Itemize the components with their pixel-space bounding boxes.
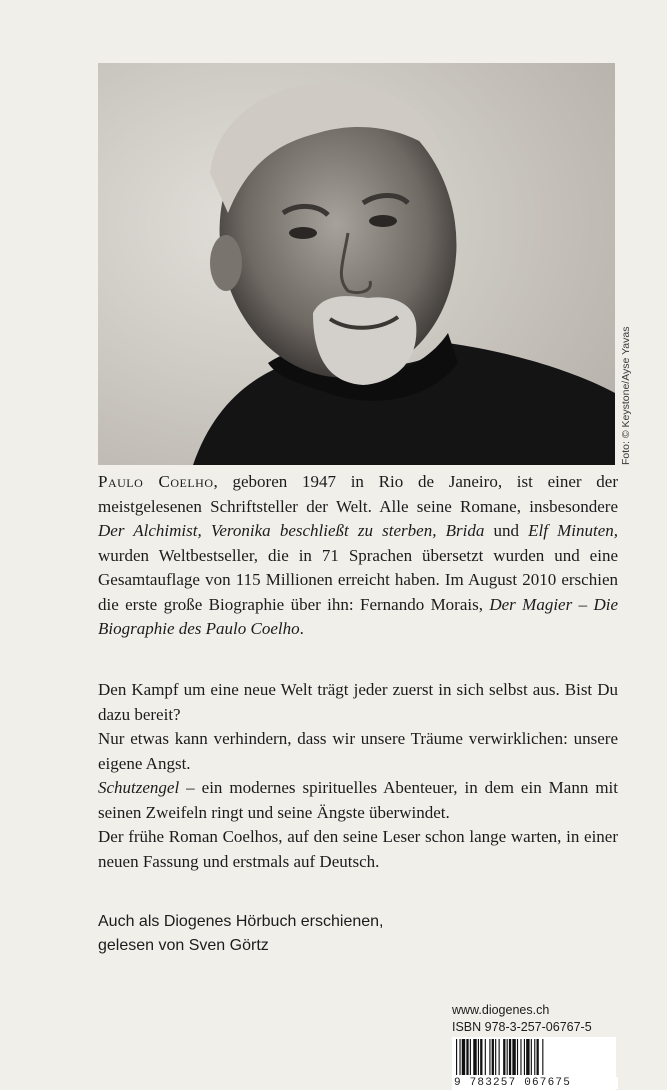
barcode-bar [517,1039,518,1075]
blurb-line: Den Kampf um eine neue Welt trägt jeder zuerst in sich selbst aus. Bist Du dazu bereit? [98,680,618,724]
blurb-line: Der frühe Roman Coelhos, auf den seine Leser schon lange warten, in einer neuen Fassung und erstmals auf Deutsch. [98,827,618,871]
book-titles: Der Alchimist, Veronika beschließt zu sterben, Brida [98,521,485,540]
author-portrait-illustration [98,63,615,465]
barcode-bar [503,1039,505,1075]
barcode [452,1037,616,1090]
barcode-bar [526,1039,529,1075]
barcode-bar [459,1039,460,1075]
author-name: Paulo Coelho [98,472,214,491]
barcode-bar [534,1039,535,1075]
barcode-bar [531,1039,532,1075]
barcode-bar [524,1039,525,1075]
barcode-bar [512,1039,515,1075]
publisher-website: www.diogenes.ch [452,1003,550,1017]
book-blurb [98,678,618,874]
barcode-bar [462,1039,465,1075]
photo-credit: Foto: © Keystone/Ayse Yavas [620,326,632,465]
barcode-bars [452,1037,616,1077]
barcode-bar [466,1039,468,1075]
author-photo [98,63,615,465]
blurb-line: Nur etwas kann verhindern, dass wir unsere Träume verwirklichen: unsere eigene Angst. [98,729,618,773]
barcode-bar [495,1039,496,1075]
barcode-bar [520,1039,521,1075]
barcode-bar [473,1039,476,1075]
barcode-bar [489,1039,490,1075]
barcode-bar [537,1039,539,1075]
barcode-bar [492,1039,494,1075]
barcode-bar [509,1039,511,1075]
barcode-bar [485,1039,486,1075]
author-biography: Paulo Coelho, geboren 1947 in Rio de Janeiro, ist einer der meistgelesenen Schriftsteller der Welt. Alle seine Romane, insbesondere Der Alchimist, Veronika beschließt zu sterben, Brida und Elf Minuten, wurden Weltbestseller, die in 71 Sprachen übersetzt wurden und eine Gesamtauflage von 115 Millionen erreicht haben. Im August 2010 erschien die erste große Biographie über ihn: Fernando Morais, Der Magier – Die Biographie des Paulo Coelho. [98,472,619,638]
barcode-digits: 9 783257 067675 [452,1077,618,1089]
barcode-bar [478,1039,479,1075]
book-title: Schutzengel [98,778,180,797]
barcode-bar [456,1039,457,1075]
barcode-bar [480,1039,482,1075]
barcode-bar [499,1039,500,1075]
barcode-bar [470,1039,471,1075]
audiobook-note: Auch als Diogenes Hörbuch erschienen, gelesen von Sven Görtz [98,913,384,954]
isbn-number: ISBN 978-3-257-06767-5 [452,1020,592,1034]
barcode-bar [542,1039,543,1075]
biography-title: Der Magier – Die Biographie des Paulo Coelho [98,594,619,638]
barcode-bar [507,1039,508,1075]
blurb-line: Schutzengel – ein modernes spirituelles Abenteuer, in dem ein Mann mit seinen Zweifeln ringt und seine Ängste überwindet. [98,778,618,822]
